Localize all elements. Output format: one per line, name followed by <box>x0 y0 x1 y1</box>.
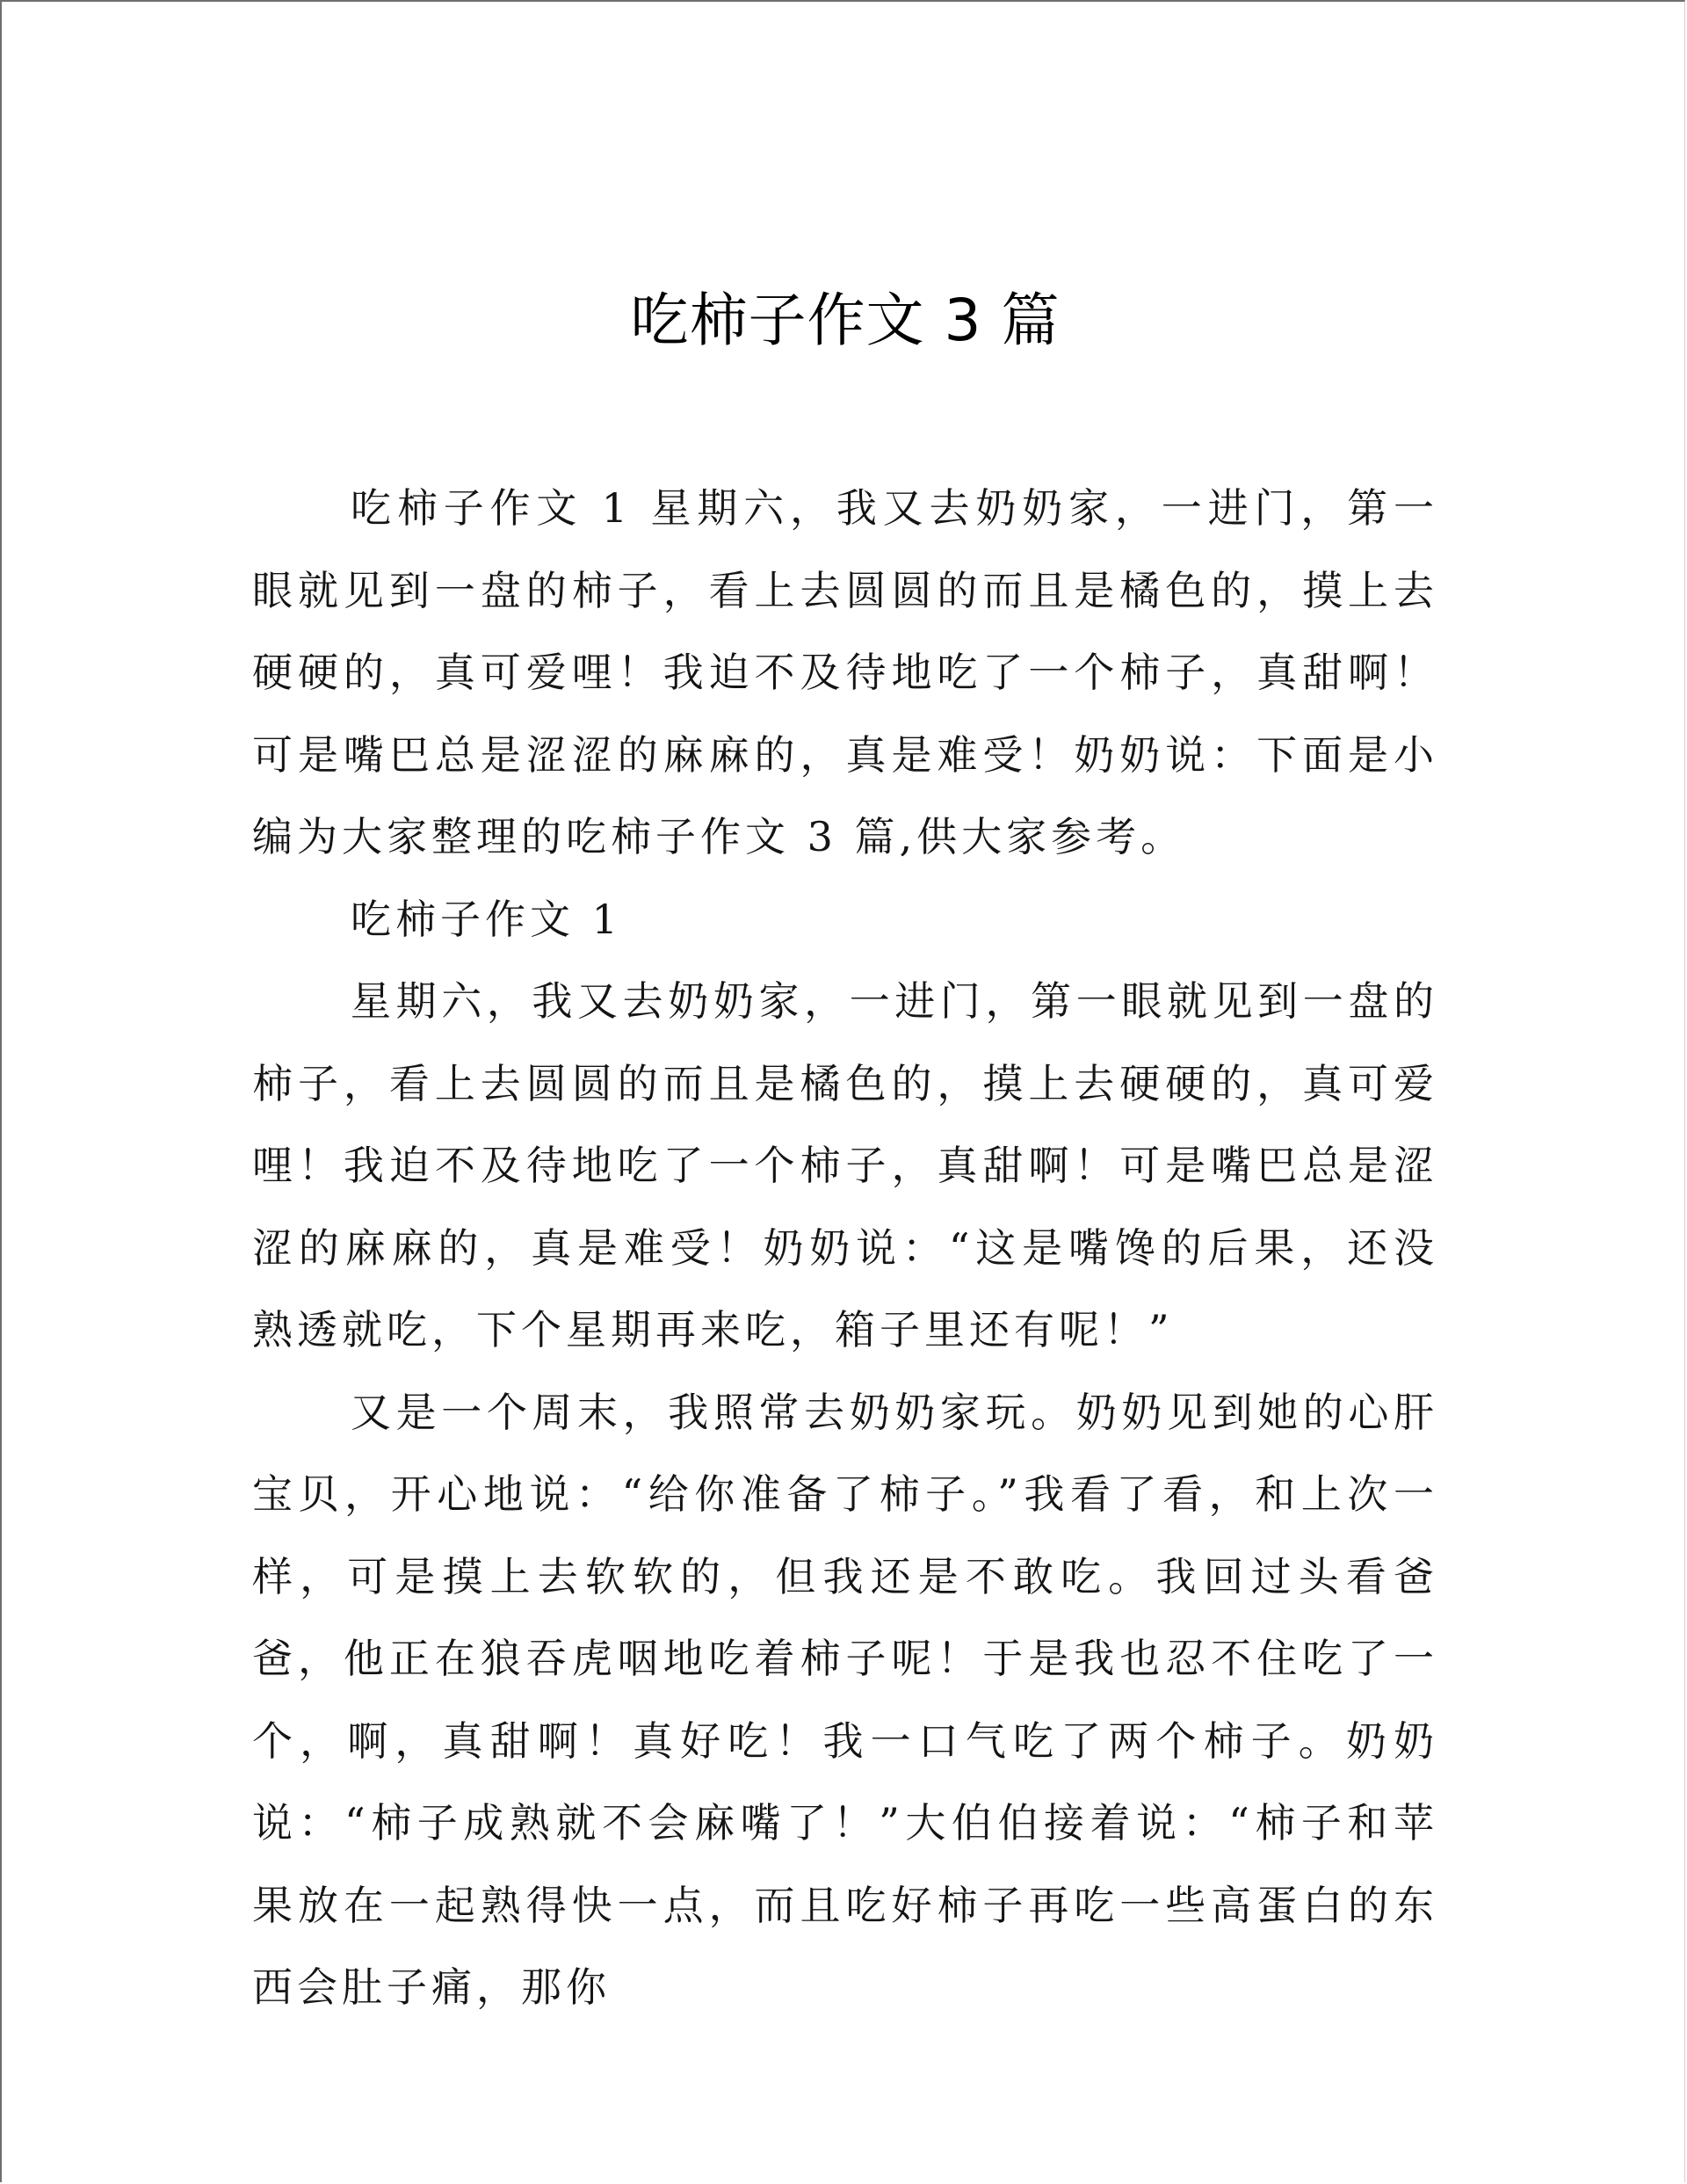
document-title: 吃柿子作文 3 篇 <box>630 287 1061 354</box>
paragraph-1: 星期六，我又去奶奶家，一进门，第一眼就见到一盘的柿子，看上去圆圆的而且是橘色的，摸上去硬硬的，真可爱哩！我迫不及待地吃了一个柿子，真甜啊！可是嘴巴总是涩涩的麻麻的，真是难受！奶奶说：“这是嘴馋的后果，还没熟透就吃，下个星期再来吃，箱子里还有呢！” <box>252 977 1438 1353</box>
section-heading: 吃柿子作文 1 <box>351 895 622 943</box>
document-body <box>252 468 1438 2029</box>
paragraph-2: 又是一个周末，我照常去奶奶家玩。奶奶见到她的心肝宝贝，开心地说：“给你准备了柿子。”我看了看，和上次一样，可是摸上去软软的，但我还是不敢吃。我回过头看爸爸，他正在狼吞虎咽地吃着柿子呢！于是我也忍不住吃了一个，啊，真甜啊！真好吃！我一口气吃了两个柿子。奶奶说：“柿子成熟就不会麻嘴了！”大伯伯接着说：“柿子和苹果放在一起熟得快一点，而且吃好柿子再吃一些高蛋白的东西会肚子痛，那你 <box>252 1388 1438 2011</box>
paragraph-intro: 吃柿子作文 1 星期六，我又去奶奶家，一进门，第一眼就见到一盘的柿子，看上去圆圆的而且是橘色的，摸上去硬硬的，真可爱哩！我迫不及待地吃了一个柿子，真甜啊！可是嘴巴总是涩涩的麻麻的，真是难受！奶奶说：下面是小编为大家整理的吃柿子作文 3 篇,供大家参考。 <box>252 484 1438 860</box>
